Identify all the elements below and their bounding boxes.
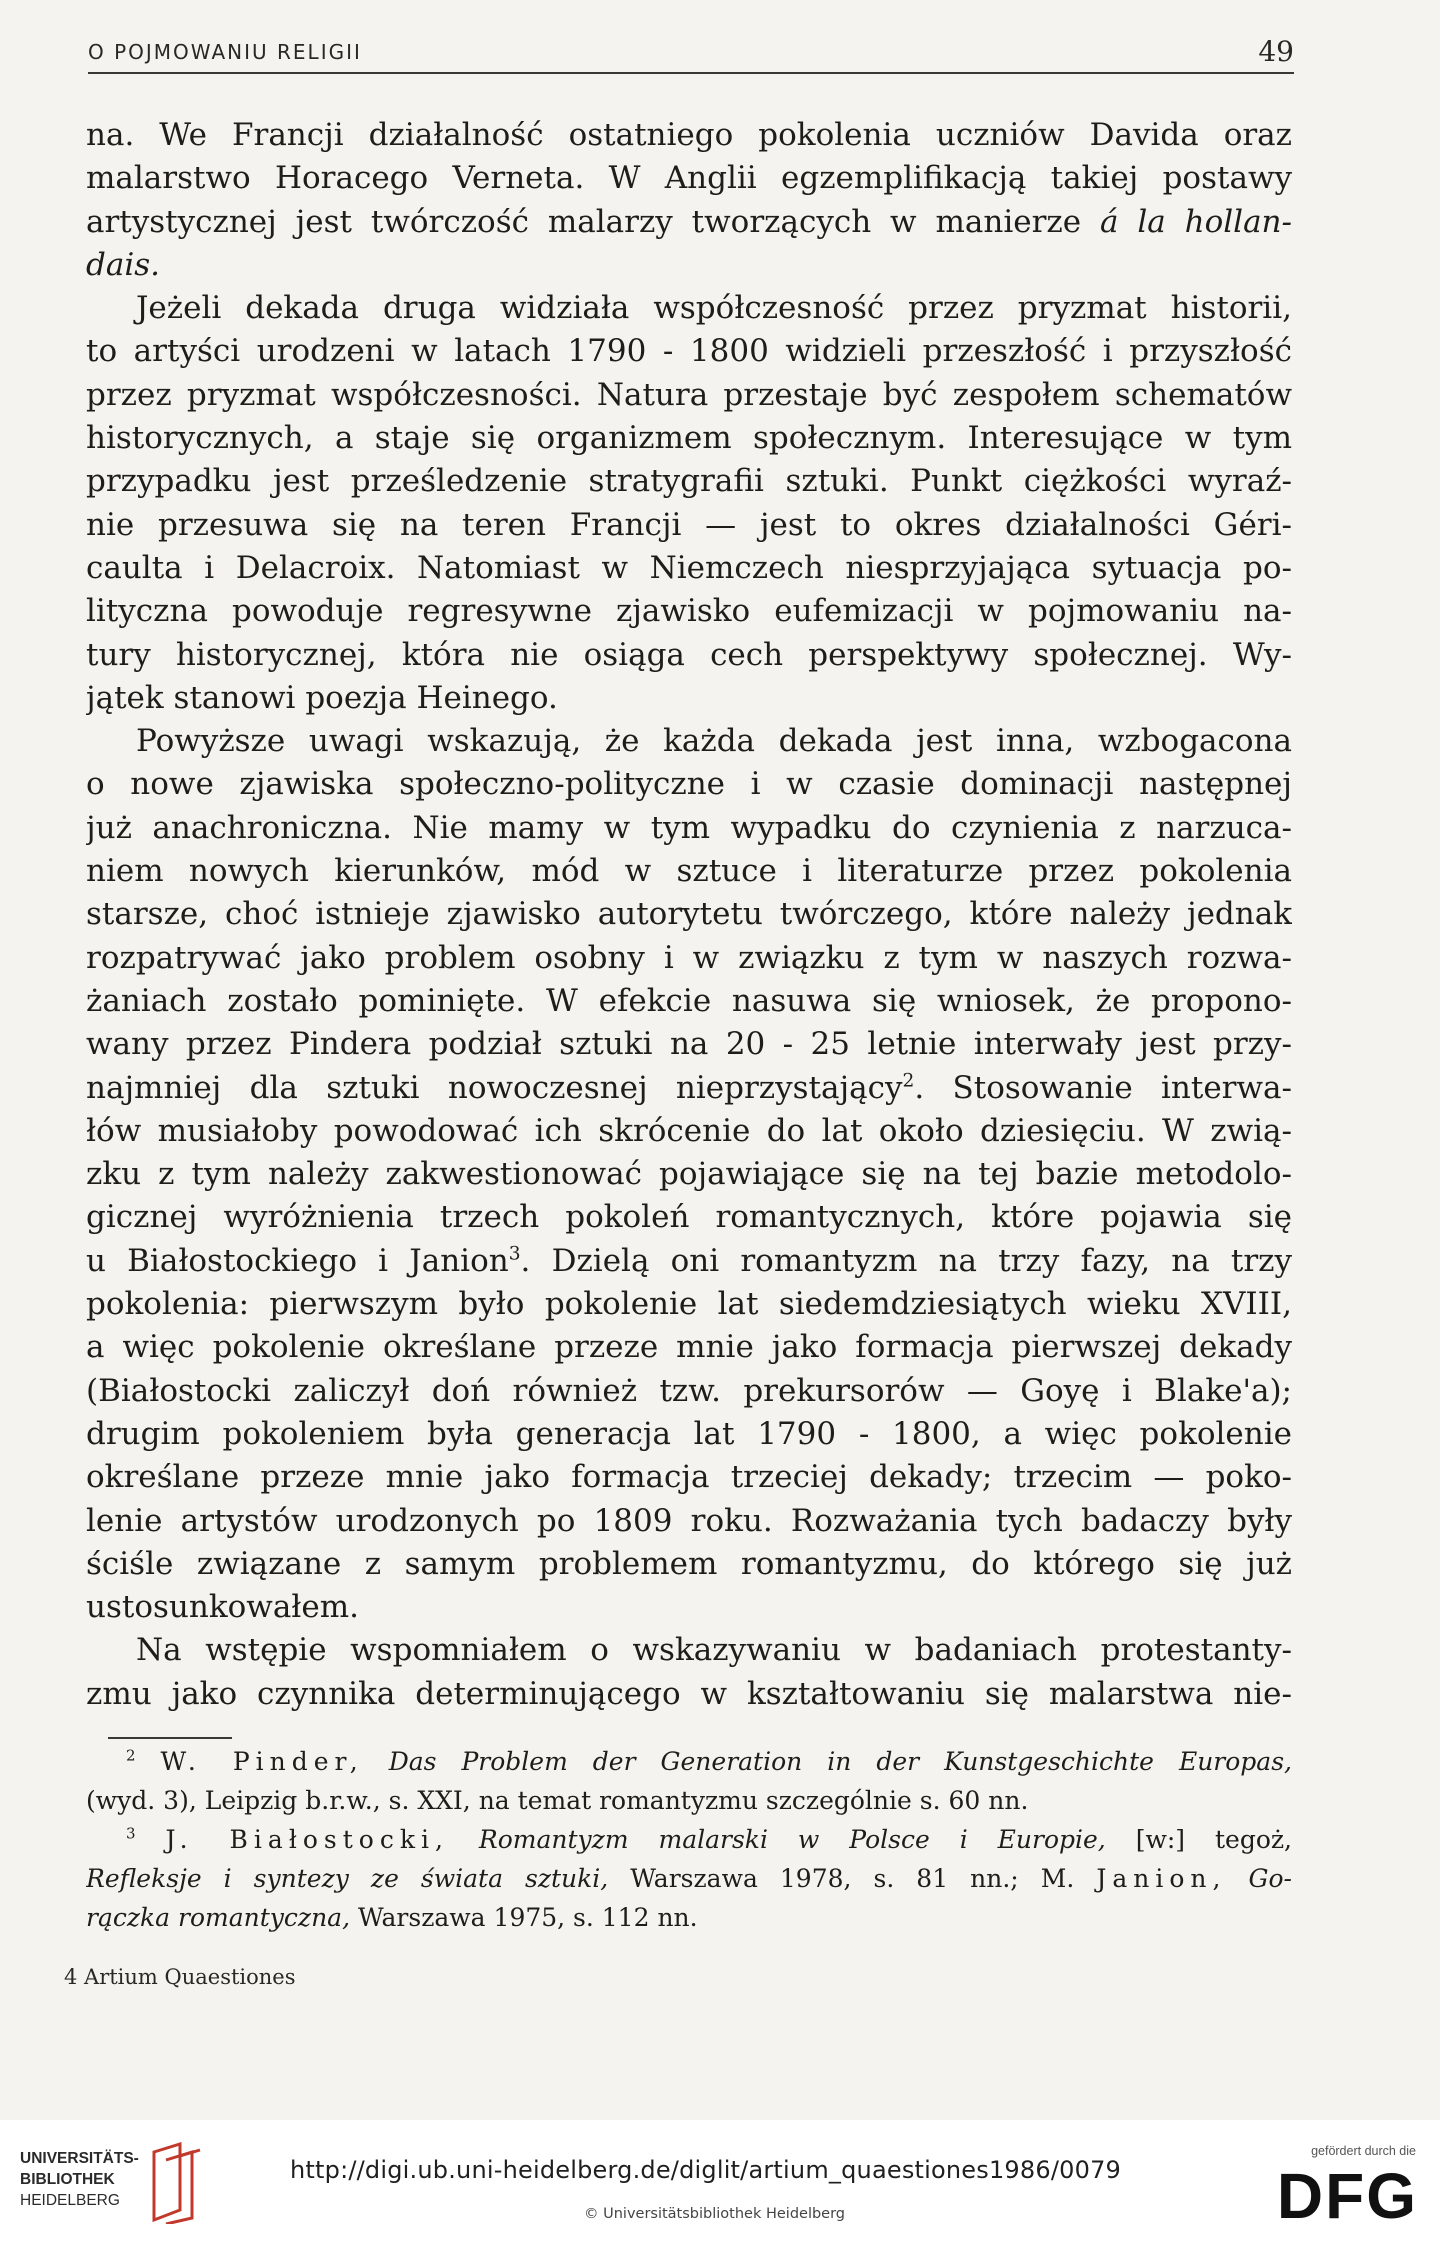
text-line: historycznych, a staje się organizmem społecznym. Interesujące w tym bbox=[86, 420, 1292, 457]
footnotes bbox=[86, 1742, 1292, 1937]
copyright-notice: © Universitätsbibliothek Heidelberg bbox=[584, 2206, 846, 2222]
text-line: Powyższe uwagi wskazują, że każda dekada jest inna, wzbogacona bbox=[136, 723, 1292, 760]
text-line: ustosunkowałem. bbox=[86, 1589, 359, 1626]
text-line: caulta i Delacroix. Natomiast w Niemczech niesprzyjająca sytuacja po- bbox=[86, 549, 1292, 586]
funding-label: gefördert durch die bbox=[1311, 2144, 1416, 2158]
text-span: u Białostockiego i Janion bbox=[86, 1242, 509, 1279]
text-line: starsze, choć istnieje zjawisko autorytetu twórczego, które należy jednak bbox=[86, 896, 1292, 933]
text-line: określane przeze mnie jako formacja trzeciej dekady; trzecim — poko- bbox=[86, 1459, 1292, 1496]
italic-phrase: á la hollan- bbox=[1099, 203, 1292, 240]
footnote-ref-2[interactable]: 2 bbox=[902, 1070, 915, 1092]
text-line: pokolenia: pierwszym było pokolenie lat siedemdziesiątych wieku XVIII, bbox=[86, 1286, 1292, 1323]
text-line: a więc pokolenie określane przeze mnie jako formacja pierwszej dekady bbox=[86, 1329, 1292, 1366]
footnote-number: 3 bbox=[126, 1824, 136, 1843]
text-line: to artyści urodzeni w latach 1790 - 1800 widzieli przeszłość i przyszłość bbox=[86, 333, 1292, 370]
page-header bbox=[88, 32, 1294, 74]
footnote-title: rączka romantyczna, bbox=[86, 1903, 351, 1932]
footnote-title: Romantyzm malarski w Polsce i Europie, bbox=[478, 1825, 1106, 1854]
text-line: drugim pokoleniem była generacja lat 1790 - 1800, a więc pokolenie bbox=[86, 1415, 1292, 1452]
viewer-footer bbox=[0, 2120, 1440, 2242]
footnote-ref-3[interactable]: 3 bbox=[508, 1243, 521, 1265]
footnote-line bbox=[86, 1898, 1292, 1937]
text-span: artystycznej jest twórczość malarzy tworzących w manierze bbox=[86, 203, 1100, 240]
text-line bbox=[86, 1240, 1292, 1283]
text-span: najmniej dla sztuki nowoczesnej nieprzystający bbox=[86, 1069, 903, 1106]
text-line: jątek stanowi poezja Heinego. bbox=[86, 679, 558, 716]
text-line: przez pryzmat współczesności. Natura przestaje być zespołem schematów bbox=[86, 376, 1292, 413]
text-line bbox=[86, 1067, 1292, 1110]
text-line bbox=[86, 244, 1292, 287]
text-line: malarstwo Horacego Verneta. W Anglii egzemplifikacją takiej postawy bbox=[86, 160, 1292, 197]
body-text bbox=[86, 114, 1292, 1716]
footnote-title: Refleksje i syntezy ze świata sztuki, bbox=[86, 1864, 609, 1893]
text-line: nie przesuwa się na teren Francji — jest to okres działalności Géri- bbox=[86, 506, 1292, 543]
footnote-text: Warszawa 1975, s. 112 nn. bbox=[358, 1903, 698, 1932]
text-line: zku z tym należy zakwestionować pojawiające się na tej bazie metodolo- bbox=[86, 1156, 1292, 1193]
text-line: łów musiałoby powodować ich skrócenie do lat około dziesięciu. W zwią- bbox=[86, 1112, 1292, 1149]
footnote-author: Janion, bbox=[1096, 1864, 1227, 1893]
text-line: (Białostocki zaliczył doń również tzw. prekursorów — Goyę i Blake'a); bbox=[86, 1372, 1292, 1409]
text-line: przypadku jest prześledzenie stratygrafii sztuki. Punkt ciężkości wyraź- bbox=[86, 463, 1292, 500]
permalink-url[interactable]: http://digi.ub.uni-heidelberg.de/diglit/artium_quaestiones1986/0079 bbox=[290, 2156, 1122, 2184]
signature-mark: 4 Artium Quaestiones bbox=[64, 1965, 296, 1989]
footnote-author: J. Białostocki, bbox=[165, 1825, 449, 1854]
italic-phrase: dais. bbox=[86, 246, 161, 283]
logo-line: BIBLIOTHEK bbox=[20, 2171, 115, 2188]
footnote-line bbox=[86, 1820, 1292, 1859]
text-line: już anachroniczna. Nie mamy w tym wypadku do czynienia z narzuca- bbox=[86, 809, 1292, 846]
library-logo[interactable] bbox=[20, 2148, 160, 2211]
text-line: rozpatrywać jako problem osobny i w związku z tym w naszych rozwa- bbox=[86, 939, 1292, 976]
text-line: na. We Francji działalność ostatniego pokolenia uczniów Davida oraz bbox=[86, 117, 1292, 153]
footnote-title: Das Problem der Generation in der Kunstgeschichte Europas, bbox=[388, 1747, 1292, 1776]
page-number: 49 bbox=[1258, 35, 1294, 68]
footnote-line bbox=[86, 1859, 1292, 1898]
text-line: tury historycznej, która nie osiąga cech perspektywy społecznej. Wy- bbox=[86, 636, 1292, 673]
footnote-divider bbox=[108, 1737, 232, 1739]
text-line: gicznej wyróżnienia trzech pokoleń romantycznych, które pojawia się bbox=[86, 1199, 1292, 1236]
text-span: . Stosowanie interwa- bbox=[914, 1069, 1292, 1106]
text-line: o nowe zjawiska społeczno-polityczne i w czasie dominacji następnej bbox=[86, 766, 1292, 803]
footnote-author: W. Pinder, bbox=[160, 1747, 364, 1776]
text-span: . Dzielą oni romantyzm na trzy fazy, na trzy bbox=[520, 1242, 1292, 1279]
library-emblem-icon bbox=[146, 2142, 204, 2224]
text-line: żaniach zostało pominięte. W efekcie nasuwa się wniosek, że propono- bbox=[86, 982, 1292, 1019]
text-line: lityczna powoduje regresywne zjawisko eufemizacji w pojmowaniu na- bbox=[86, 593, 1292, 630]
footnote-number: 2 bbox=[126, 1746, 136, 1765]
footnote-line bbox=[86, 1742, 1292, 1781]
text-line: ściśle związane z samym problemem romantyzmu, do którego się już bbox=[86, 1545, 1292, 1582]
footnote-text: [w:] tegoż, bbox=[1135, 1825, 1292, 1854]
footnote-title: Go- bbox=[1248, 1864, 1292, 1893]
logo-line: HEIDELBERG bbox=[20, 2192, 120, 2209]
logo-line: UNIVERSITÄTS- bbox=[20, 2150, 139, 2167]
text-line: zmu jako czynnika determinującego w kształtowaniu się malarstwa nie- bbox=[86, 1675, 1292, 1712]
text-line: lenie artystów urodzonych po 1809 roku. Rozważania tych badaczy były bbox=[86, 1502, 1292, 1539]
footnote-line: (wyd. 3), Leipzig b.r.w., s. XXI, na temat romantyzmu szczególnie s. 60 nn. bbox=[86, 1786, 1029, 1815]
text-line bbox=[86, 201, 1292, 244]
dfg-logo[interactable]: DFG bbox=[1276, 2160, 1418, 2232]
footnote-text: Warszawa 1978, s. 81 nn.; M. bbox=[630, 1864, 1075, 1893]
text-line: Jeżeli dekada druga widziała współczesność przez pryzmat historii, bbox=[136, 290, 1292, 327]
text-line: niem nowych kierunków, mód w sztuce i literaturze przez pokolenia bbox=[86, 853, 1292, 890]
running-title: O POJMOWANIU RELIGII bbox=[88, 40, 362, 64]
text-line: wany przez Pindera podział sztuki na 20 - 25 letnie interwały jest przy- bbox=[86, 1026, 1292, 1063]
text-line: Na wstępie wspomniałem o wskazywaniu w badaniach protestanty- bbox=[136, 1632, 1292, 1669]
